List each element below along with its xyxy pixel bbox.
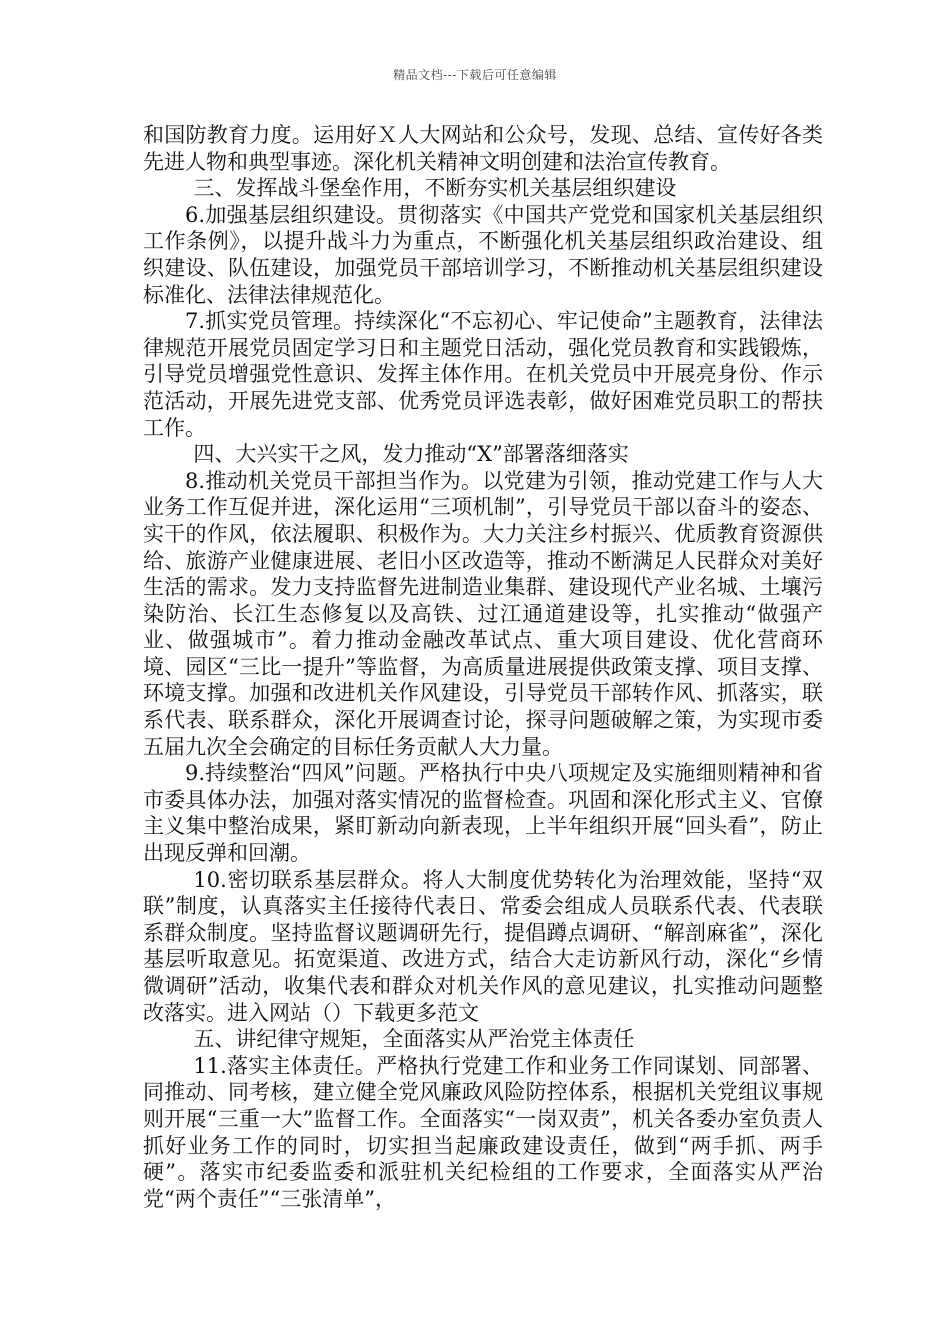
paragraph-item-10: 10.密切联系基层群众。将人大制度优势转化为治理效能，坚持“双联”制度，认真落实主任接待代表日、常委会组成人员联系代表、代表联系群众制度。坚持监督议题调研先行，提倡蹲点调研、“解剖麻雀”，深化基层听取意见。拓宽渠道、改进方式，结合大走访新风行动，深化“乡情微调研”活动，收集代表和群众对机关作风的意见建议，扎实推动问题整改落实。进入网站（）下载更多范文: [143, 867, 823, 1025]
section-heading-3: 三、发挥战斗堡垒作用，不断夯实机关基层组织建设: [193, 176, 677, 201]
section-heading-4: 四、大兴实干之风，发力推动“X”部署落细落实: [193, 442, 629, 467]
paragraph-national-defense: 和国防教育力度。运用好Ｘ人大网站和公众号，发现、总结、宣传好各类先进人物和典型事迹。深化机关精神文明创建和法治宣传教育。: [143, 123, 823, 174]
paragraph-item-8: 8.推动机关党员干部担当作为。以党建为引领，推动党建工作与人大业务工作互促并进，深化运用“三项机制”，引导党员干部以奋斗的姿态、实干的作风，依法履职、积极作为。大力关注乡村振兴、优质教育资源供给、旅游产业健康进展、老旧小区改造等，推动不断满足人民群众对美好生活的需求。发力支持监督先进制造业集群、建设现代产业名城、土壤污染防治、长江生态修复以及高铁、过江通道建设等，扎实推动“做强产业、做强城市”。着力推动金融改革试点、重大项目建设、优化营商环境、园区“三比一提升”等监督，为高质量进展提供政策支撑、项目支撑、环境支撑。加强和改进机关作风建设，引导党员干部转作风、抓落实，联系代表、联系群众，深化开展调查讨论，探寻问题破解之策，为实现市委五届九次全会确定的目标任务贡献人大力量。: [143, 468, 823, 759]
section-heading-5: 五、讲纪律守规矩，全面落实从严治党主体责任: [193, 1027, 635, 1052]
paragraph-item-7: 7.抓实党员管理。持续深化“不忘初心、牢记使命”主题教育，法律法律规范开展党员固定学习日和主题党日活动，强化党员教育和实践锻炼，引导党员增强党性意识、发挥主体作用。在机关党员中开展亮身份、作示范活动，开展先进党支部、优秀党员评选表彰，做好困难党员职工的帮扶工作。: [143, 309, 823, 440]
paragraph-item-9: 9.持续整治“四风”问题。严格执行中央八项规定及实施细则精神和省市委具体办法，加强对落实情况的监督检查。巩固和深化形式主义、官僚主义集中整治成果，紧盯新动向新表现，上半年组织开展“回头看”，防止出现反弹和回潮。: [143, 761, 823, 866]
page-header: 精品文档---下载后可任意编辑: [393, 68, 557, 82]
paragraph-item-11: 11.落实主体责任。严格执行党建工作和业务工作同谋划、同部署、同推动、同考核，建立健全党风廉政风险防控体系，根据机关党组议事规则开展“三重一大”监督工作。全面落实“一岗双责”，机关各委办室负责人抓好业务工作的同时，切实担当起廉政建设责任，做到“两手抓、两手硬”。落实市纪委监委和派驻机关纪检组的工作要求，全面落实从严治党“两个责任”“三张清单”，: [143, 1053, 823, 1211]
document-body: [143, 122, 823, 1212]
paragraph-item-6: 6.加强基层组织建设。贯彻落实《中国共产党党和国家机关基层组织工作条例》，以提升战斗力为重点，不断强化机关基层组织政治建设、组织建设、队伍建设，加强党员干部培训学习，不断推动机关基层组织建设标准化、法律法律规范化。: [143, 202, 823, 307]
